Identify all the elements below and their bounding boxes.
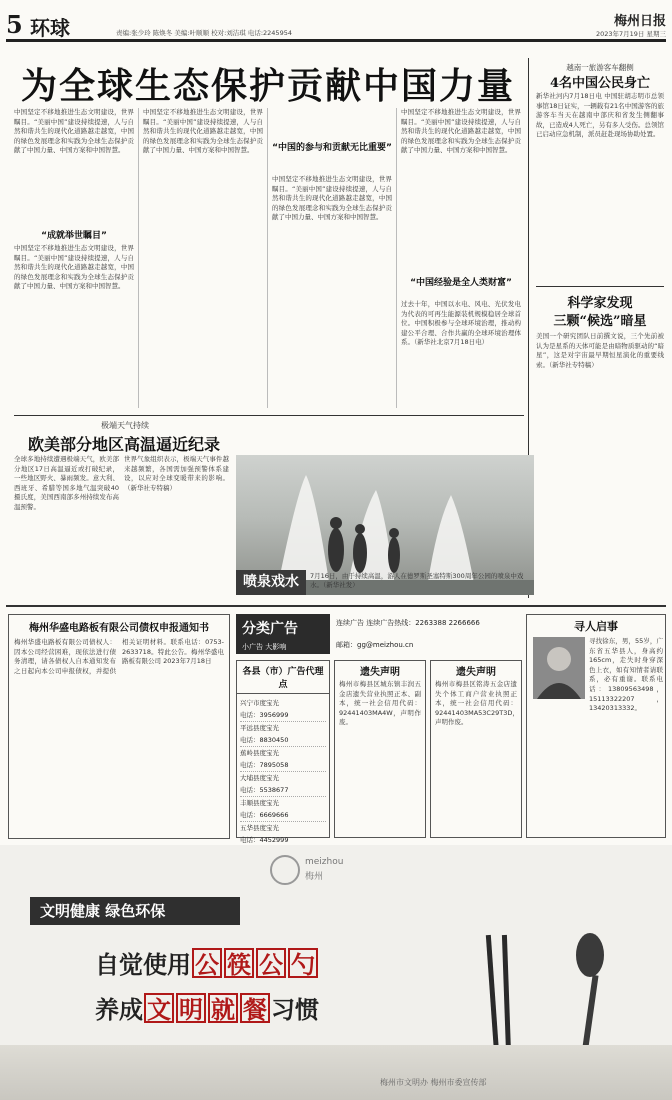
lost-notice-1	[334, 660, 426, 838]
banner-footer: 梅州市文明办 梅州市委宣传部	[380, 1078, 487, 1087]
agent-row	[240, 822, 326, 847]
lead-column-2: 中国坚定不移地推进生态文明建设，世界瞩目。“美丽中国”建设持续提速，人与自然和谐共生的现代化道路越走越宽，中国的绿色发展理念和实践为全球生态保护贡献了中国力量、中国方案和中国智慧。	[143, 108, 263, 155]
lead-subhead-1: “成就举世瞩目”	[41, 231, 107, 241]
agent-row	[240, 772, 326, 797]
agent-tel: 电话：8830450	[240, 736, 289, 744]
agent-name: 蕉岭县度宝光	[240, 749, 279, 757]
stamp-character: 就	[208, 993, 238, 1023]
classified-header	[236, 614, 330, 654]
agent-tel: 电话：4452999	[240, 836, 289, 844]
heat-title: 欧美部分地区高温逼近纪录	[27, 435, 220, 454]
classified-sub2: 大影响	[265, 643, 287, 651]
missing-person-body: 寻找徐东，男，55岁，广东省五华县人，身高约165cm，走失时身穿深色上衣，如有知情者请联系，必有重谢。联系电话：13809563498，15113322207，13420313332。	[589, 637, 663, 713]
stamp-character: 公	[192, 948, 222, 978]
debt-notice-title: 梅州华盛电路板有限公司债权申报通知书	[29, 623, 209, 634]
column-rule	[138, 108, 139, 408]
agent-tel: 电话：6669666	[240, 811, 289, 819]
agent-tel: 电话：5538677	[240, 786, 289, 794]
agent-name: 兴宁市度宝光	[240, 699, 279, 707]
missing-person-title: 寻人启事	[574, 620, 618, 633]
debt-notice-box	[8, 614, 230, 839]
agent-name: 大埔县度宝光	[240, 774, 279, 782]
banner-skyline	[0, 1045, 672, 1100]
slogan-bar	[30, 897, 240, 925]
agents-list	[237, 694, 329, 850]
stamp-character: 餐	[240, 993, 270, 1023]
missing-person-photo	[533, 637, 585, 699]
science-title-1: 科学家发现	[567, 296, 633, 311]
banner-line-1	[95, 945, 319, 980]
lost-notice-2-title: 遗失声明	[456, 667, 496, 678]
right-story-body: 新华社河内7月18日电 中国驻胡志明市总领事馆18日证实，一辆载有21名中国游客的旅游客车当天在越南中部庆和省发生侧翻事故，已造成4人死亡，另有多人受伤。总领馆已启动应急机制，派员赶赴现场协助处置。	[536, 92, 664, 139]
missing-person-notice	[526, 614, 666, 838]
classified-sub1: 小广告	[242, 643, 263, 651]
heat-column-2: 世界气象组织表示，极端天气事件越来越频繁，各国需加强预警体系建设，以应对全球变暖带来的影响。（新华社专特稿）	[124, 455, 229, 492]
line2-prefix: 养成	[95, 995, 143, 1024]
lost-notice-1-body: 梅州市梅县区城东镇丰润五金店遗失营业执照正本、副本，统一社会信用代码：92441403MA4W，声明作废。	[339, 680, 421, 727]
lead-subhead-3: “中国经验是全人类财富”	[410, 278, 512, 288]
line1-marks	[191, 950, 319, 979]
classified-hotline: 连续广告 连续广告热线：2263388 2266666	[336, 619, 480, 627]
meizhou-logo-icon	[270, 855, 300, 885]
agents-box	[236, 660, 330, 844]
stamp-character: 勺	[288, 948, 318, 978]
science-body: 美国一个研究团队日前撰文说，三个先前被认为是星系的天体可能是由暗物质驱动的“暗星”，这是对宇宙最早期恒星演化的重要线索。（新华社专特稿）	[536, 332, 664, 369]
lost-notice-2	[430, 660, 522, 838]
stamp-character: 明	[176, 993, 206, 1023]
agent-row	[240, 722, 326, 747]
lead-subhead-2: “中国的参与和贡献无比重要”	[272, 143, 392, 153]
stamp-character: 文	[144, 993, 174, 1023]
agent-row	[240, 697, 326, 722]
stamp-character: 公	[256, 948, 286, 978]
lost-notice-1-title: 遗失声明	[360, 667, 400, 678]
agent-name: 五华县度宝光	[240, 824, 279, 832]
lead-column-1: 中国坚定不移地推进生态文明建设，世界瞩目。“美丽中国”建设持续提速，人与自然和谐共生的现代化道路越走越宽，中国的绿色发展理念和实践为全球生态保护贡献了中国力量、中国方案和中国智慧。	[14, 108, 134, 155]
agent-tel: 电话：7895058	[240, 761, 289, 769]
section-name: 环球	[30, 16, 70, 40]
page-number: 5	[6, 10, 23, 39]
photo-caption: 7月16日，由于持续高温，游人在德罗斯圣塞特斯300周年公园的喷泉中戏水。（新华社发）	[310, 572, 524, 589]
brand-cn: 梅州	[305, 872, 324, 882]
editor-credits: 责编:张少玲 陈焕冬 美编:叶顺顺 校对:刘洁琪 电话:2245954	[116, 29, 292, 37]
slogan: 文明健康 绿色环保	[40, 902, 166, 920]
right-story-kicker: 越南一旅游客车翻侧	[566, 63, 634, 72]
lead-column-3: 中国坚定不移地推进生态文明建设，世界瞩目。“美丽中国”建设持续提速，人与自然和谐共生的现代化道路越走越宽，中国的绿色发展理念和实践为全球生态保护贡献了中国力量、中国方案和中国智慧。	[272, 175, 392, 222]
line1-prefix: 自觉使用	[95, 950, 191, 979]
agent-name: 丰顺县度宝光	[240, 799, 279, 807]
masthead	[6, 4, 666, 42]
column-rule	[267, 108, 268, 408]
civic-banner	[0, 845, 672, 1100]
column-rule	[396, 108, 397, 408]
lead-headline: 为全球生态保护贡献中国力量	[20, 65, 515, 107]
science-title-2: 三颗“候选”暗星	[553, 314, 647, 329]
agent-tel: 电话：3956999	[240, 711, 289, 719]
classified-email: 邮箱：gg@meizhou.cn	[336, 641, 414, 649]
agent-row	[240, 747, 326, 772]
brand-en: meizhou	[305, 857, 344, 867]
person-icon	[533, 637, 585, 699]
divider	[536, 286, 664, 287]
divider	[14, 415, 524, 416]
heat-kicker: 极端天气持续	[101, 421, 149, 430]
heat-column-1: 全球多地持续遭遇极端天气，欧美部分地区17日高温逼近或打破纪录，一些地区野火、暴雨频发。意大利、西班牙、希腊等国多地气温突破40摄氏度，美国西南部多州持续发布高温预警。	[14, 455, 119, 511]
lead-column-4: 中国坚定不移地推进生态文明建设，世界瞩目。“美丽中国”建设持续提速，人与自然和谐共生的现代化道路越走越宽，中国的绿色发展理念和实践为全球生态保护贡献了中国力量、中国方案和中国智慧。	[401, 108, 521, 155]
agents-title: 各县（市）广告代理点	[237, 661, 329, 694]
lead-column-4b: 过去十年，中国以水电、风电、光伏发电为代表的可再生能源装机规模稳居全球首位。中国积极参与全球环境治理，推动构建公平合理、合作共赢的全球环境治理体系。（新华社北京7月18日电）	[401, 300, 521, 347]
banner-line-2	[95, 990, 319, 1025]
lead-column-1b: 中国坚定不移地推进生态文明建设，世界瞩目。“美丽中国”建设持续提速，人与自然和谐共生的现代化道路越走越宽，中国的绿色发展理念和实践为全球生态保护贡献了中国力量、中国方案和中国智慧。	[14, 244, 134, 291]
agent-row	[240, 797, 326, 822]
ads-divider	[6, 605, 666, 607]
classified-title: 分类广告	[242, 621, 298, 637]
issue-date: 2023年7月19日 星期三	[595, 30, 666, 38]
right-story-title: 4名中国公民身亡	[549, 76, 651, 91]
agent-name: 平远县度宝光	[240, 724, 279, 732]
line2-marks	[143, 995, 271, 1024]
debt-notice-body: 梅州华盛电路板有限公司债权人：因本公司经营困难，现依法进行债务清理，请各债权人自本通知发布之日起向本公司申报债权，并提供相关证明材料。联系电话：0753-2633718。特此公告。梅州华盛电路板有限公司 2023年7月18日	[14, 638, 224, 675]
stamp-character: 筷	[224, 948, 254, 978]
lost-notice-2-body: 梅州市梅县区铭涛五金店遗失个体工商户营业执照正本，统一社会信用代码：92441403MA53C29T3D，声明作废。	[435, 680, 519, 727]
photo-caption-title: 喷泉戏水	[236, 570, 306, 595]
line2-suffix: 习惯	[271, 995, 319, 1024]
newspaper-logo: 梅州日报	[613, 14, 666, 29]
